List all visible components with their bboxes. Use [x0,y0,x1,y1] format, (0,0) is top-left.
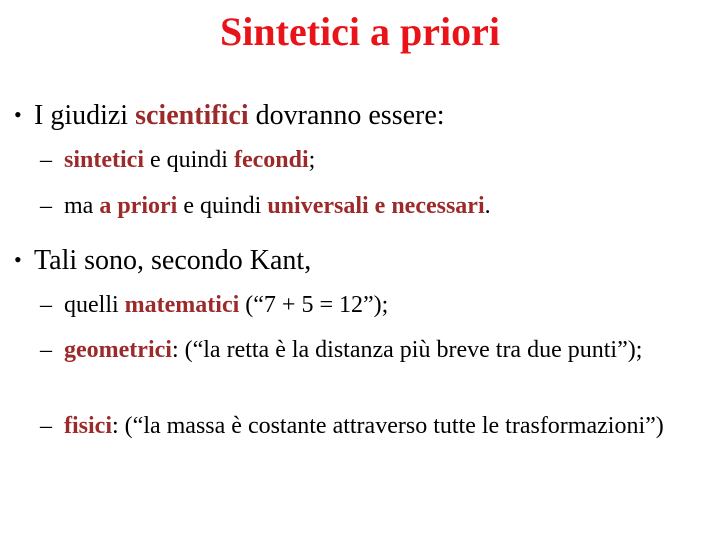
bullet-text: Tali sono, secondo Kant, [34,245,312,276]
sub-text-end: . [484,193,491,219]
sub-bullet-fisici [40,412,705,440]
sub-bullet-geometrici [40,336,705,364]
bullet-text-post: dovranno essere: [248,100,445,131]
bullet-scientific-judgments [14,98,445,133]
sub-bullet-matematici [40,291,705,319]
sub-text-pre: quelli [64,292,125,318]
bullet-marker: • [14,247,22,272]
highlight-geometrici: geometrici [64,337,172,363]
dash-marker: – [40,292,52,318]
highlight-matematici: matematici [124,292,240,318]
highlight-universali-necessari: universali e necessari [267,193,485,219]
bullet-text-pre: I giudizi [34,100,136,131]
highlight-a-priori: a priori [99,193,178,219]
dash-marker: – [40,413,52,439]
slide-title: Sintetici a priori [220,9,500,54]
sub-text-post: : (“la retta è la distanza più breve tra due punti”); [171,337,643,363]
dash-marker: – [40,147,52,173]
sub-bullet-sintetici [40,146,705,174]
bullet-kant [14,243,311,278]
bullet-highlight-scientifici: scientifici [135,100,249,131]
sub-text-mid: e quindi [143,147,234,173]
sub-text-post: : (“la massa è costante attraverso tutte le trasformazioni”) [112,413,664,439]
highlight-sintetici: sintetici [64,147,144,173]
sub-text-pre: ma [64,193,100,219]
sub-text-mid: e quindi [177,193,268,219]
sub-text-post: (“7 + 5 = 12”); [239,292,389,318]
sub-bullet-a-priori [40,192,705,220]
dash-marker: – [40,193,52,219]
dash-marker: – [40,337,52,363]
bullet-marker: • [14,102,22,127]
sub-text-end: ; [308,147,316,173]
highlight-fecondi: fecondi [233,147,309,173]
highlight-fisici: fisici [64,413,112,439]
